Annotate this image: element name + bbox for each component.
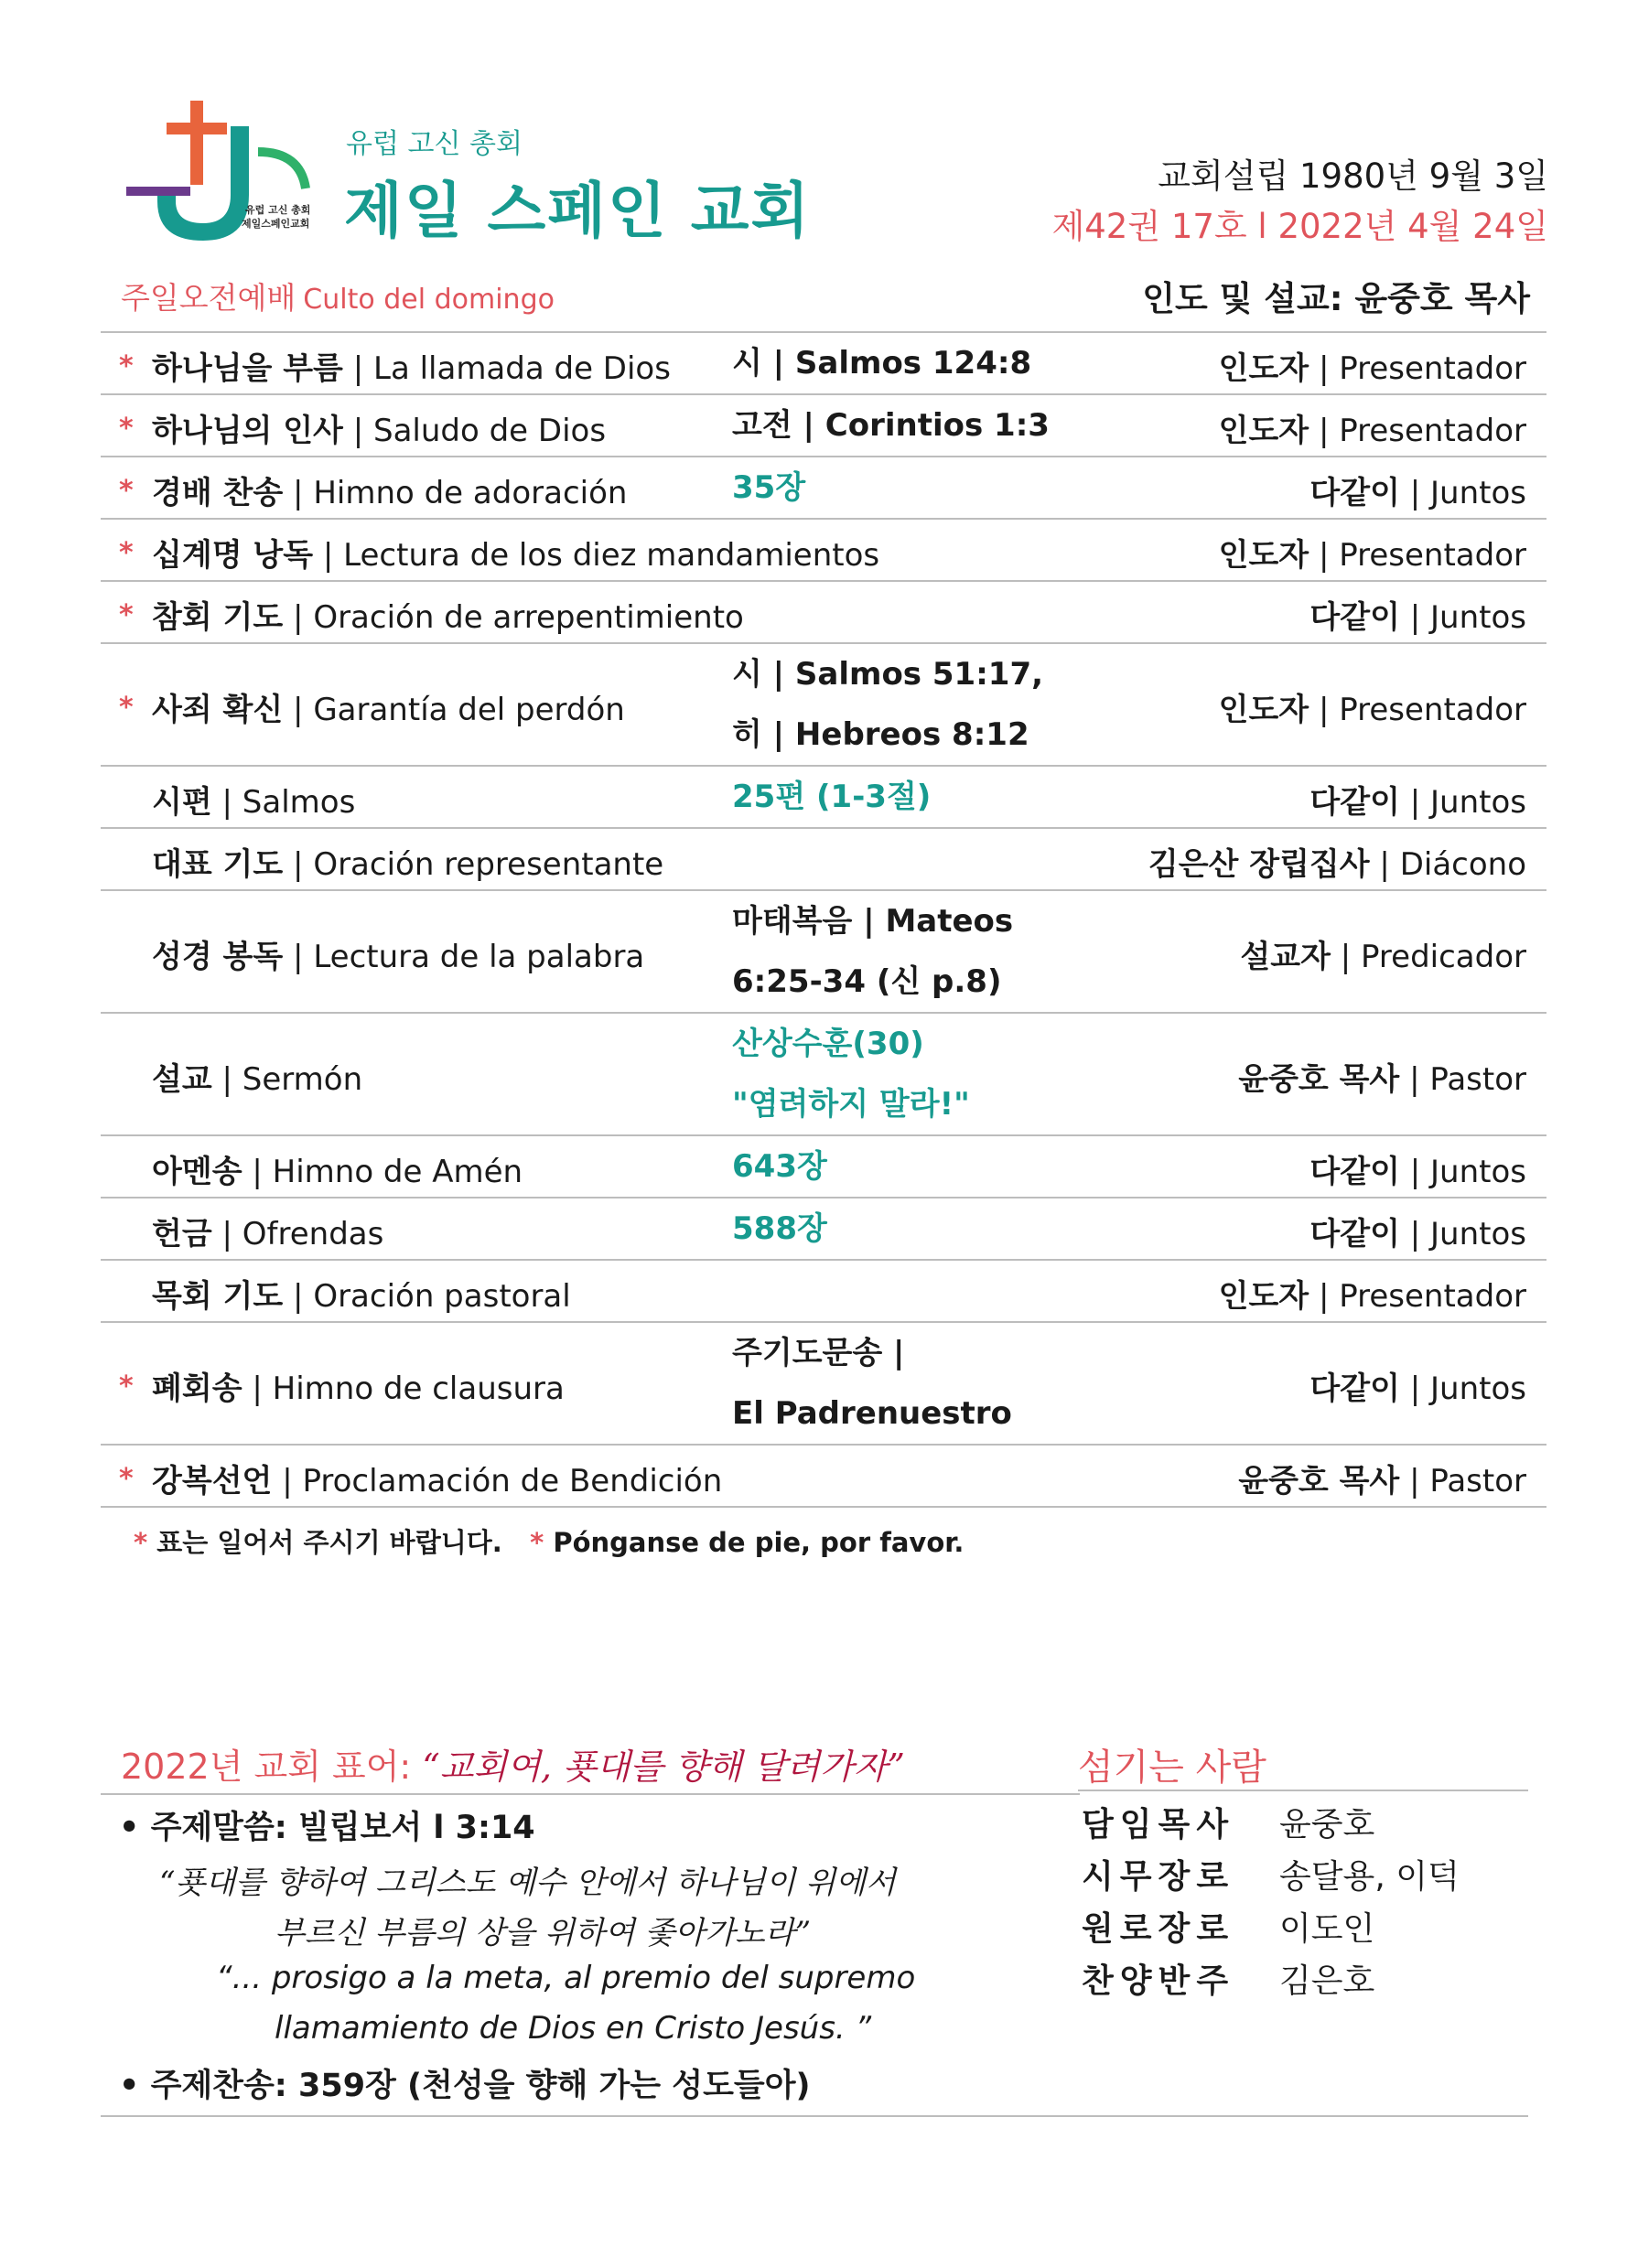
order-item-name: 강복선언 | Proclamación de Bendición <box>152 1463 723 1499</box>
order-item-name: 십계명 낭독 | Lectura de los diez mandamientos <box>152 537 880 574</box>
order-item-reference <box>732 767 931 827</box>
order-item-role: 윤중호 목사 | Pastor <box>1238 1061 1526 1098</box>
reference-line: 시 | Salmos 124:8 <box>732 345 1032 382</box>
servant-role: 원로장로 <box>1082 1910 1235 1948</box>
theme-hymn-label: 주제찬송: 359장 (천성을 향해 가는 성도들아) <box>150 2068 811 2104</box>
order-item-reference <box>732 1198 827 1259</box>
order-item-role: 인도자 | Presentador <box>1218 413 1526 449</box>
role-ko: 김은산 장립집사 <box>1148 846 1370 883</box>
header-subtitle: 유럽 고신 총회 <box>346 128 523 160</box>
order-item-name: 목회 기도 | Oración pastoral <box>152 1278 571 1315</box>
worship-title-es: Culto del domingo <box>303 284 555 316</box>
reference-line: 산상수훈(30) <box>732 1026 924 1062</box>
role-ko: 윤중호 목사 <box>1238 1463 1400 1499</box>
order-row <box>101 457 1546 520</box>
role-es: Diácono <box>1399 846 1526 883</box>
order-item-reference <box>732 1323 1012 1444</box>
order-item-name: 대표 기도 | Oración representante <box>152 846 664 883</box>
order-item-es: Himno de adoración <box>313 475 628 511</box>
order-row <box>101 644 1546 767</box>
order-item-ko: 참회 기도 <box>152 599 284 636</box>
order-item-reference <box>732 333 1031 393</box>
role-ko: 인도자 <box>1218 413 1309 449</box>
role-es: Juntos <box>1430 784 1526 821</box>
order-item-role: 인도자 | Presentador <box>1218 1278 1526 1315</box>
divider <box>1078 1790 1528 1791</box>
order-item-es: Oración pastoral <box>313 1278 571 1315</box>
order-item-role: 인도자 | Presentador <box>1218 537 1526 574</box>
servant-name: 김은호 <box>1279 1962 1375 2000</box>
order-item-es: La llamada de Dios <box>373 350 671 387</box>
order-item-name: 폐회송 | Himno de clausura <box>152 1370 565 1407</box>
order-item-es: Saludo de Dios <box>373 413 607 449</box>
role-ko: 다같이 <box>1309 1154 1400 1190</box>
order-row <box>101 891 1546 1014</box>
order-item-ko: 성경 봉독 <box>152 939 284 975</box>
role-es: Juntos <box>1430 599 1526 636</box>
order-row <box>101 1446 1546 1508</box>
order-item-ko: 목회 기도 <box>152 1278 284 1315</box>
asterisk-icon: * <box>134 1527 148 1558</box>
reference-line: 히 | Hebreos 8:12 <box>732 716 1029 753</box>
role-es: Presentador <box>1339 692 1526 728</box>
servant-row <box>1082 1851 1460 1897</box>
order-row <box>101 582 1546 644</box>
theme-hymn: • 주제찬송: 359장 (천성을 향해 가는 성도들아) <box>119 2068 811 2104</box>
servant-row <box>1082 1799 1374 1845</box>
quote-es-line1: “... prosigo a la meta, al premio del supremo <box>216 1960 916 1996</box>
role-ko: 다같이 <box>1309 784 1400 821</box>
founded-date: 교회설립 1980년 9월 3일 <box>1158 156 1548 196</box>
reference-line: 25편 (1-3절) <box>732 779 932 815</box>
asterisk-icon: * <box>530 1527 544 1558</box>
servant-name: 윤중호 <box>1279 1806 1375 1843</box>
order-row <box>101 1136 1546 1198</box>
order-item-es: Himno de clausura <box>272 1370 565 1407</box>
order-item-name: 참회 기도 | Oración de arrepentimiento <box>152 599 744 636</box>
quote-ko-line1: “푯대를 향하여 그리스도 예수 안에서 하나님이 위에서 <box>159 1865 896 1901</box>
worship-title <box>121 274 555 317</box>
asterisk-icon: * <box>119 537 134 569</box>
order-item-role: 다같이 | Juntos <box>1309 1154 1526 1190</box>
order-row <box>101 1323 1546 1446</box>
order-item-es: Lectura de los diez mandamientos <box>343 537 880 574</box>
asterisk-icon: * <box>119 1370 134 1403</box>
order-item-reference <box>732 1014 970 1134</box>
role-ko: 인도자 <box>1218 537 1309 574</box>
order-item-role: 다같이 | Juntos <box>1309 1216 1526 1252</box>
order-item-es: Oración representante <box>313 846 664 883</box>
order-item-es: Sermón <box>242 1061 363 1098</box>
quote-es-line2: llamamiento de Dios en Cristo Jesús. ” <box>275 2010 872 2047</box>
order-item-role: 인도자 | Presentador <box>1218 350 1526 387</box>
order-item-role: 다같이 | Juntos <box>1309 784 1526 821</box>
order-item-es: Himno de Amén <box>272 1154 523 1190</box>
role-es: Presentador <box>1339 1278 1526 1315</box>
servant-row <box>1082 1955 1374 2002</box>
reference-line: 주기도문송 | <box>732 1335 905 1371</box>
reference-line: 35장 <box>732 469 806 506</box>
church-motto <box>121 1738 905 1789</box>
reference-line: 마태복음 | Mateos <box>732 903 1014 940</box>
role-es: Pastor <box>1429 1463 1526 1499</box>
role-es: Juntos <box>1430 475 1526 511</box>
order-item-name: 성경 봉독 | Lectura de la palabra <box>152 939 645 975</box>
order-item-name: 하나님의 인사 | Saludo de Dios <box>152 413 607 449</box>
order-item-role: 김은산 장립집사 | Diácono <box>1148 846 1526 883</box>
quote-ko-line2: 부르신 부름의 상을 위하여 좇아가노라” <box>275 1915 812 1951</box>
role-es: Predicador <box>1361 939 1526 975</box>
role-ko: 인도자 <box>1218 692 1309 728</box>
role-ko: 설교자 <box>1240 939 1331 975</box>
order-item-name: 설교 | Sermón <box>152 1061 363 1098</box>
role-ko: 다같이 <box>1309 1370 1400 1407</box>
order-item-reference <box>732 644 1043 765</box>
order-item-ko: 아멘송 <box>152 1154 242 1190</box>
role-ko: 윤중호 목사 <box>1238 1061 1400 1098</box>
svg-text:유럽 고신 총회: 유럽 고신 총회 <box>245 204 311 216</box>
order-item-role: 다같이 | Juntos <box>1309 1370 1526 1407</box>
worship-title-ko: 주일오전예배 <box>121 280 296 316</box>
role-ko: 인도자 <box>1218 1278 1309 1315</box>
order-item-ko: 사죄 확신 <box>152 692 284 728</box>
reference-line: 고전 | Corintios 1:3 <box>732 407 1050 444</box>
order-item-role: 인도자 | Presentador <box>1218 692 1526 728</box>
role-es: Pastor <box>1429 1061 1526 1098</box>
order-item-ko: 하나님의 인사 <box>152 413 343 449</box>
order-item-es: Ofrendas <box>242 1216 384 1252</box>
order-item-name: 아멘송 | Himno de Amén <box>152 1154 523 1190</box>
asterisk-icon: * <box>119 413 134 445</box>
standing-note <box>134 1522 964 1560</box>
role-ko: 다같이 <box>1309 599 1400 636</box>
order-row <box>101 829 1546 891</box>
order-item-es: Proclamación de Bendición <box>302 1463 723 1499</box>
role-ko: 다같이 <box>1309 1216 1400 1252</box>
order-item-ko: 하나님을 부름 <box>152 350 343 387</box>
servant-row <box>1082 1903 1374 1950</box>
role-es: Presentador <box>1339 350 1526 387</box>
order-item-ko: 강복선언 <box>152 1463 273 1499</box>
order-item-role: 설교자 | Predicador <box>1240 939 1526 975</box>
servant-role: 찬양반주 <box>1082 1962 1235 2000</box>
church-title: 제일 스페인 교회 <box>344 176 812 246</box>
order-item-es: Salmos <box>242 784 356 821</box>
note-es: Pónganse de pie, por favor. <box>553 1527 964 1558</box>
order-item-ko: 헌금 <box>152 1216 212 1252</box>
order-item-es: Oración de arrepentimiento <box>313 599 744 636</box>
order-item-ko: 경배 찬송 <box>152 475 284 511</box>
order-of-worship-table <box>101 331 1546 1508</box>
role-es: Presentador <box>1339 537 1526 574</box>
order-item-ko: 설교 <box>152 1061 212 1098</box>
order-row <box>101 767 1546 829</box>
order-item-ko: 십계명 낭독 <box>152 537 314 574</box>
order-item-name: 하나님을 부름 | La llamada de Dios <box>152 350 671 387</box>
worship-leader: 인도 및 설교: 윤중호 목사 <box>1142 279 1530 318</box>
asterisk-icon: * <box>119 350 134 382</box>
order-item-reference <box>732 457 805 518</box>
theme-verse: • 주제말씀: 빌립보서 l 3:14 <box>119 1810 535 1846</box>
order-item-role: 윤중호 목사 | Pastor <box>1238 1463 1526 1499</box>
role-es: Juntos <box>1430 1216 1526 1252</box>
note-ko: 표는 일어서 주시기 바랍니다. <box>156 1527 502 1558</box>
role-es: Juntos <box>1430 1370 1526 1407</box>
reference-line: 643장 <box>732 1148 827 1185</box>
divider <box>101 1793 1080 1795</box>
order-item-ko: 폐회송 <box>152 1370 242 1407</box>
order-row <box>101 395 1546 457</box>
role-ko: 다같이 <box>1309 475 1400 511</box>
order-row <box>101 520 1546 582</box>
order-row <box>101 1014 1546 1136</box>
svg-text:제일스페인교회: 제일스페인교회 <box>242 218 310 230</box>
order-row <box>101 1261 1546 1323</box>
order-item-es: Garantía del perdón <box>313 692 625 728</box>
order-item-name: 시편 | Salmos <box>152 784 356 821</box>
role-es: Presentador <box>1339 413 1526 449</box>
order-item-role: 다같이 | Juntos <box>1309 475 1526 511</box>
order-item-name: 헌금 | Ofrendas <box>152 1216 384 1252</box>
asterisk-icon: * <box>119 692 134 724</box>
asterisk-icon: * <box>119 599 134 631</box>
servant-role: 시무장로 <box>1082 1858 1235 1896</box>
theme-verse-label: 주제말씀: 빌립보서 l 3:14 <box>150 1810 535 1846</box>
reference-line: El Padrenuestro <box>732 1395 1012 1432</box>
order-row <box>101 333 1546 395</box>
servants-title: 섬기는 사람 <box>1078 1747 1266 1789</box>
order-item-reference <box>732 891 1013 1012</box>
reference-line: 588장 <box>732 1210 827 1247</box>
asterisk-icon: * <box>119 475 134 507</box>
motto-text: “교회여, 푯대를 향해 달려가자” <box>422 1747 905 1787</box>
order-item-name: 경배 찬송 | Himno de adoración <box>152 475 628 511</box>
order-item-ko: 시편 <box>152 784 212 821</box>
reference-line: "염려하지 말라!" <box>732 1086 970 1123</box>
asterisk-icon: * <box>119 1463 134 1495</box>
reference-line: 시 | Salmos 51:17, <box>732 656 1044 693</box>
role-ko: 인도자 <box>1218 350 1309 387</box>
role-es: Juntos <box>1430 1154 1526 1190</box>
divider <box>101 2115 1528 2117</box>
order-row <box>101 1198 1546 1261</box>
order-item-reference <box>732 1136 827 1197</box>
motto-label: 2022년 교회 표어: <box>121 1747 423 1787</box>
order-item-ko: 대표 기도 <box>152 846 284 883</box>
order-item-role: 다같이 | Juntos <box>1309 599 1526 636</box>
servant-name: 이도인 <box>1279 1910 1375 1948</box>
reference-line: 6:25-34 (신 p.8) <box>732 963 1002 1000</box>
order-item-name: 사죄 확신 | Garantía del perdón <box>152 692 625 728</box>
servant-role: 담임목사 <box>1082 1806 1235 1843</box>
church-logo <box>121 99 318 250</box>
order-item-reference <box>732 395 1050 456</box>
servant-name: 송달용, 이덕 <box>1279 1858 1460 1896</box>
order-item-es: Lectura de la palabra <box>313 939 645 975</box>
issue-info: 제42권 17호 l 2022년 4월 24일 <box>1051 207 1548 246</box>
